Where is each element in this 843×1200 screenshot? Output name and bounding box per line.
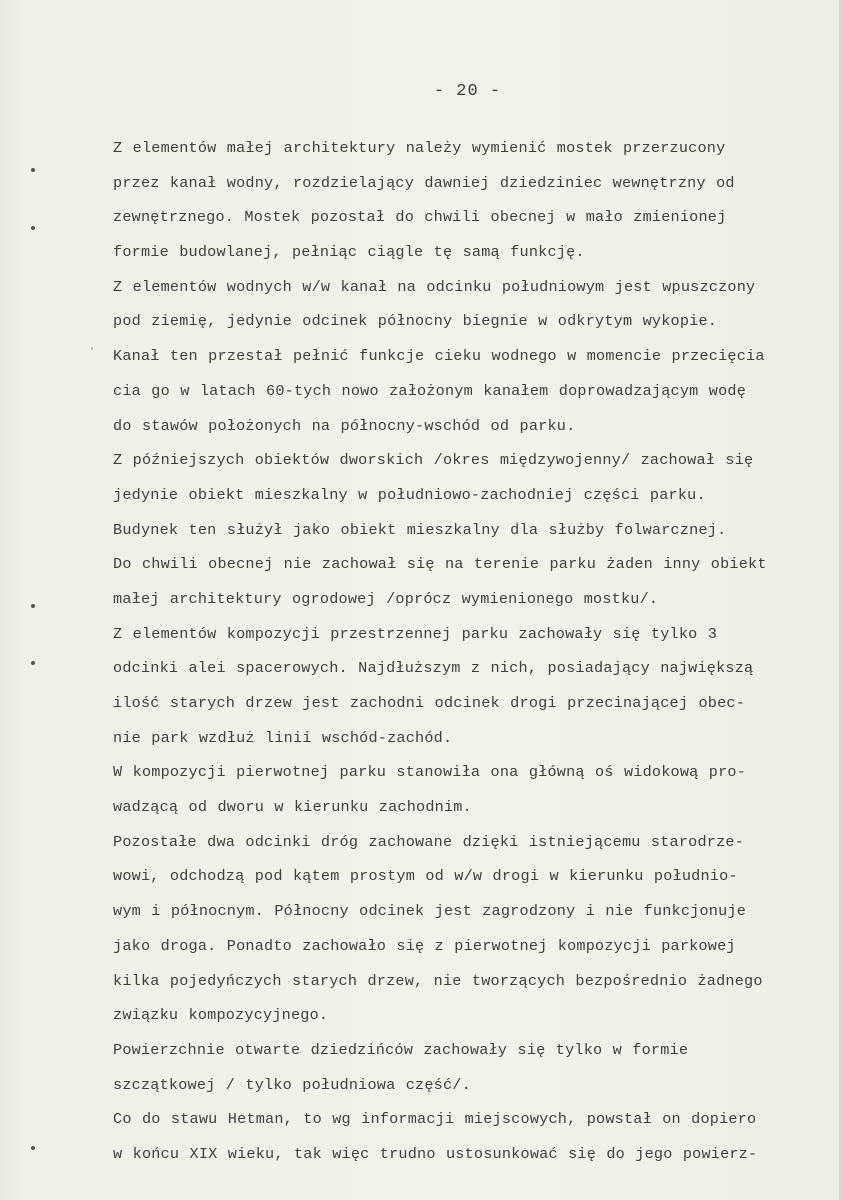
text-line: formie budowlanej, pełniąc ciągle tę samą funkcję.: [113, 243, 585, 262]
text-line: wadzącą od dworu w kierunku zachodnim.: [113, 798, 472, 817]
text-line: związku kompozycyjnego.: [113, 1006, 329, 1025]
text-line: wowi, odchodzą pod kątem prostym od w/w drogi w kierunku południo-: [113, 867, 738, 886]
text-line: w końcu XIX wieku, tak więc trudno ustosunkować się do jego powierz-: [113, 1144, 758, 1163]
page-number: - 20 -: [433, 82, 502, 101]
page-edge: [839, 0, 843, 1200]
punch-hole-mark: [31, 661, 35, 665]
text-line: jako droga. Ponadto zachowało się z pierwotnej kompozycji parkowej: [113, 936, 736, 955]
text-line: Budynek ten służył jako obiekt mieszkalny dla służby folwarcznej.: [113, 520, 727, 539]
text-line: kilka pojedyńczych starych drzew, nie tworzących bezpośrednio żadnego: [113, 971, 763, 990]
text-line: W kompozycji pierwotnej parku stanowiła ona główną oś widokową pro-: [113, 763, 747, 782]
document-body: [113, 131, 833, 1172]
text-line: Kanał ten przestał pełnić funkcje cieku wodnego w momencie przecięcia: [113, 347, 765, 366]
text-line: Powierzchnie otwarte dziedzińców zachowały się tylko w formie: [113, 1040, 689, 1059]
punch-hole-mark: [31, 1146, 35, 1150]
text-line: zewnętrznego. Mostek pozostał do chwili obecnej w mało zmienionej: [113, 208, 727, 227]
text-line: Co do stawu Hetman, to wg informacji miejscowych, powstał on dopiero: [113, 1110, 757, 1129]
text-line: Z elementów małej architektury należy wymienić mostek przerzucony: [113, 139, 726, 157]
text-line: Z późniejszych obiektów dworskich /okres międzywojenny/ zachował się: [113, 451, 754, 470]
text-line: przez kanał wodny, rozdzielający dawniej dziedziniec wewnętrzny od: [113, 173, 735, 192]
punch-hole-mark: [31, 226, 35, 230]
text-line: Do chwili obecnej nie zachował się na terenie parku żaden inny obiekt: [113, 555, 767, 574]
punch-hole-mark: [31, 604, 35, 608]
text-line: do stawów położonych na północny-wschód od parku.: [113, 416, 576, 435]
text-line: odcinki alei spacerowych. Najdłuższym z nich, posiadający największą: [113, 659, 754, 678]
text-line: ilość starych drzew jest zachodni odcinek drogi przecinającej obec-: [113, 694, 746, 712]
text-line: jedynie obiekt mieszkalny w południowo-zachodniej części parku.: [113, 485, 706, 504]
text-line: wym i północnym. Północny odcinek jest zagrodzony i nie funkcjonuje: [113, 902, 747, 921]
text-line: Z elementów wodnych w/w kanał na odcinku południowym jest wpuszczony: [113, 277, 756, 296]
text-line: nie park wzdłuż linii wschód-zachód.: [113, 728, 453, 747]
margin-tick-mark: ʼ: [89, 348, 96, 359]
text-line: Z elementów kompozycji przestrzennej parku zachowały się tylko 3: [113, 624, 718, 643]
text-line: pod ziemię, jedynie odcinek północny biegnie w odkrytym wykopie.: [113, 312, 718, 331]
text-line: małej architektury ogrodowej /oprócz wymienionego mostku/.: [113, 589, 659, 608]
punch-hole-mark: [31, 168, 35, 172]
text-line: szczątkowej / tylko południowa część/.: [113, 1075, 471, 1094]
text-line: Pozostałe dwa odcinki dróg zachowane dzięki istniejącemu starodrze-: [113, 832, 745, 851]
text-line: cia go w latach 60-tych nowo założonym kanałem doprowadzającym wodę: [113, 381, 747, 400]
